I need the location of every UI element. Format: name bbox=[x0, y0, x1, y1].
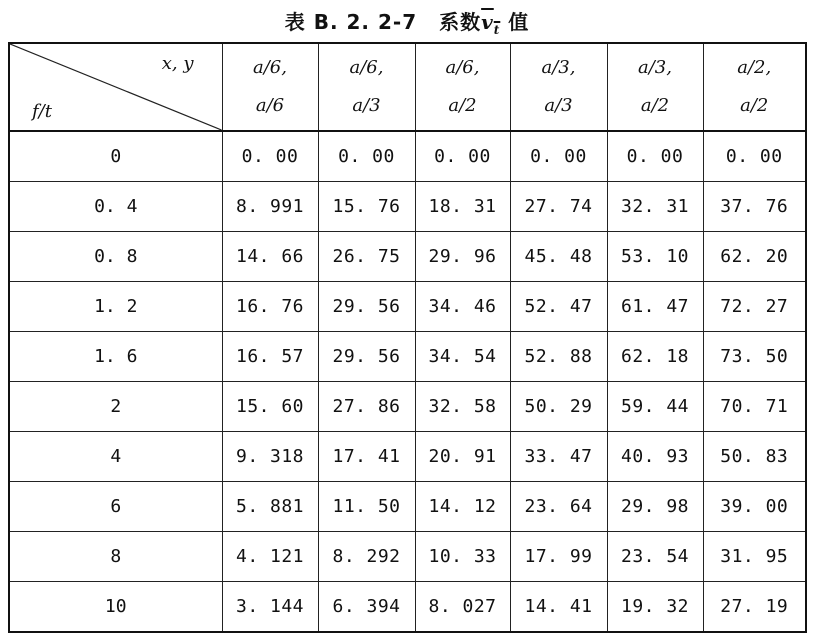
table-cell-value: 14. 41 bbox=[510, 582, 607, 633]
table-cell-value: 29. 56 bbox=[318, 332, 415, 382]
table-cell-value: 34. 54 bbox=[415, 332, 510, 382]
table-row bbox=[9, 532, 806, 582]
caption-word: 系数 bbox=[439, 10, 482, 34]
column-header-line1: a/3, bbox=[638, 57, 672, 78]
table-cell-value: 37. 76 bbox=[703, 182, 806, 232]
column-header-line1: a/3, bbox=[541, 57, 576, 78]
table-cell-value: 14. 12 bbox=[415, 482, 510, 532]
row-label-ft: 1. 6 bbox=[9, 332, 222, 382]
table-cell-value: 27. 19 bbox=[703, 582, 806, 633]
table-cell-value: 4. 121 bbox=[222, 532, 318, 582]
table-cell-value: 32. 31 bbox=[607, 182, 703, 232]
table-row bbox=[9, 482, 806, 532]
table-cell-value: 0. 00 bbox=[607, 131, 703, 182]
table-cell-value: 9. 318 bbox=[222, 432, 318, 482]
table-cell-value: 39. 00 bbox=[703, 482, 806, 532]
column-header bbox=[607, 43, 703, 131]
table-row bbox=[9, 382, 806, 432]
table-cell-value: 19. 32 bbox=[607, 582, 703, 633]
table-row bbox=[9, 232, 806, 282]
table-cell-value: 31. 95 bbox=[703, 532, 806, 582]
table-cell-value: 61. 47 bbox=[607, 282, 703, 332]
table-cell-value: 23. 64 bbox=[510, 482, 607, 532]
caption-symbol-letter: v bbox=[481, 10, 494, 34]
table-cell-value: 29. 56 bbox=[318, 282, 415, 332]
row-label-ft: 0. 4 bbox=[9, 182, 222, 232]
table-cell-value: 17. 99 bbox=[510, 532, 607, 582]
table-cell-value: 29. 98 bbox=[607, 482, 703, 532]
table-cell-value: 72. 27 bbox=[703, 282, 806, 332]
table-cell-value: 52. 88 bbox=[510, 332, 607, 382]
column-header-line2: a/3 bbox=[544, 95, 573, 116]
table-row bbox=[9, 131, 806, 182]
caption-symbol bbox=[481, 10, 501, 37]
table-cell-value: 27. 86 bbox=[318, 382, 415, 432]
row-label-ft: 1. 2 bbox=[9, 282, 222, 332]
table-cell-value: 33. 47 bbox=[510, 432, 607, 482]
corner-label-xy: x, y bbox=[161, 53, 194, 74]
table-cell-value: 27. 74 bbox=[510, 182, 607, 232]
table-cell-value: 70. 71 bbox=[703, 382, 806, 432]
header-row bbox=[9, 43, 806, 131]
row-label-ft: 0 bbox=[9, 131, 222, 182]
table-cell-value: 0. 00 bbox=[703, 131, 806, 182]
caption-prefix: 表 B. 2. 2-7 bbox=[284, 10, 418, 34]
table-cell-value: 59. 44 bbox=[607, 382, 703, 432]
table-cell-value: 8. 292 bbox=[318, 532, 415, 582]
table-cell-value: 6. 394 bbox=[318, 582, 415, 633]
table-cell-value: 32. 58 bbox=[415, 382, 510, 432]
table-caption bbox=[0, 6, 814, 37]
table-row bbox=[9, 582, 806, 633]
row-label-ft: 6 bbox=[9, 482, 222, 532]
column-header-line1: a/2, bbox=[737, 57, 772, 78]
row-label-ft: 4 bbox=[9, 432, 222, 482]
row-label-ft: 0. 8 bbox=[9, 232, 222, 282]
column-header bbox=[222, 43, 318, 131]
table-cell-value: 11. 50 bbox=[318, 482, 415, 532]
table-row bbox=[9, 432, 806, 482]
table-row bbox=[9, 282, 806, 332]
table-cell-value: 0. 00 bbox=[510, 131, 607, 182]
caption-suffix: 值 bbox=[508, 10, 530, 34]
coefficient-table bbox=[8, 42, 807, 633]
diagonal-corner-cell bbox=[9, 43, 222, 131]
table-cell-value: 50. 83 bbox=[703, 432, 806, 482]
column-header bbox=[703, 43, 806, 131]
table-cell-value: 62. 20 bbox=[703, 232, 806, 282]
column-header-line2: a/3 bbox=[352, 95, 381, 116]
table-cell-value: 23. 54 bbox=[607, 532, 703, 582]
table-cell-value: 16. 76 bbox=[222, 282, 318, 332]
column-header bbox=[510, 43, 607, 131]
column-header-line2: a/2 bbox=[448, 95, 477, 116]
table-cell-value: 15. 60 bbox=[222, 382, 318, 432]
table-cell-value: 50. 29 bbox=[510, 382, 607, 432]
table-cell-value: 0. 00 bbox=[222, 131, 318, 182]
table-cell-value: 29. 96 bbox=[415, 232, 510, 282]
column-header bbox=[415, 43, 510, 131]
table-cell-value: 0. 00 bbox=[415, 131, 510, 182]
column-header-line1: a/6, bbox=[349, 57, 384, 78]
table-cell-value: 14. 66 bbox=[222, 232, 318, 282]
table-cell-value: 45. 48 bbox=[510, 232, 607, 282]
table-cell-value: 16. 57 bbox=[222, 332, 318, 382]
table-cell-value: 8. 027 bbox=[415, 582, 510, 633]
table-cell-value: 73. 50 bbox=[703, 332, 806, 382]
table-cell-value: 15. 76 bbox=[318, 182, 415, 232]
row-label-ft: 10 bbox=[9, 582, 222, 633]
column-header-line2: a/2 bbox=[740, 95, 769, 116]
column-header-line1: a/6, bbox=[445, 57, 480, 78]
column-header-line2: a/6 bbox=[255, 95, 285, 116]
table-cell-value: 3. 144 bbox=[222, 582, 318, 633]
column-header-line2: a/2 bbox=[640, 95, 670, 116]
column-header-line1: a/6, bbox=[253, 57, 287, 78]
caption-symbol-subscript: t bbox=[493, 23, 501, 37]
table-row bbox=[9, 182, 806, 232]
table-cell-value: 52. 47 bbox=[510, 282, 607, 332]
table-row bbox=[9, 332, 806, 382]
table-cell-value: 62. 18 bbox=[607, 332, 703, 382]
table-cell-value: 0. 00 bbox=[318, 131, 415, 182]
table-cell-value: 26. 75 bbox=[318, 232, 415, 282]
table-cell-value: 34. 46 bbox=[415, 282, 510, 332]
row-label-ft: 8 bbox=[9, 532, 222, 582]
corner-label-ft: f/t bbox=[32, 101, 52, 122]
table-cell-value: 18. 31 bbox=[415, 182, 510, 232]
table-cell-value: 40. 93 bbox=[607, 432, 703, 482]
table-cell-value: 10. 33 bbox=[415, 532, 510, 582]
table-cell-value: 8. 991 bbox=[222, 182, 318, 232]
table-cell-value: 53. 10 bbox=[607, 232, 703, 282]
table-cell-value: 20. 91 bbox=[415, 432, 510, 482]
column-header bbox=[318, 43, 415, 131]
row-label-ft: 2 bbox=[9, 382, 222, 432]
table-cell-value: 5. 881 bbox=[222, 482, 318, 532]
table-cell-value: 17. 41 bbox=[318, 432, 415, 482]
